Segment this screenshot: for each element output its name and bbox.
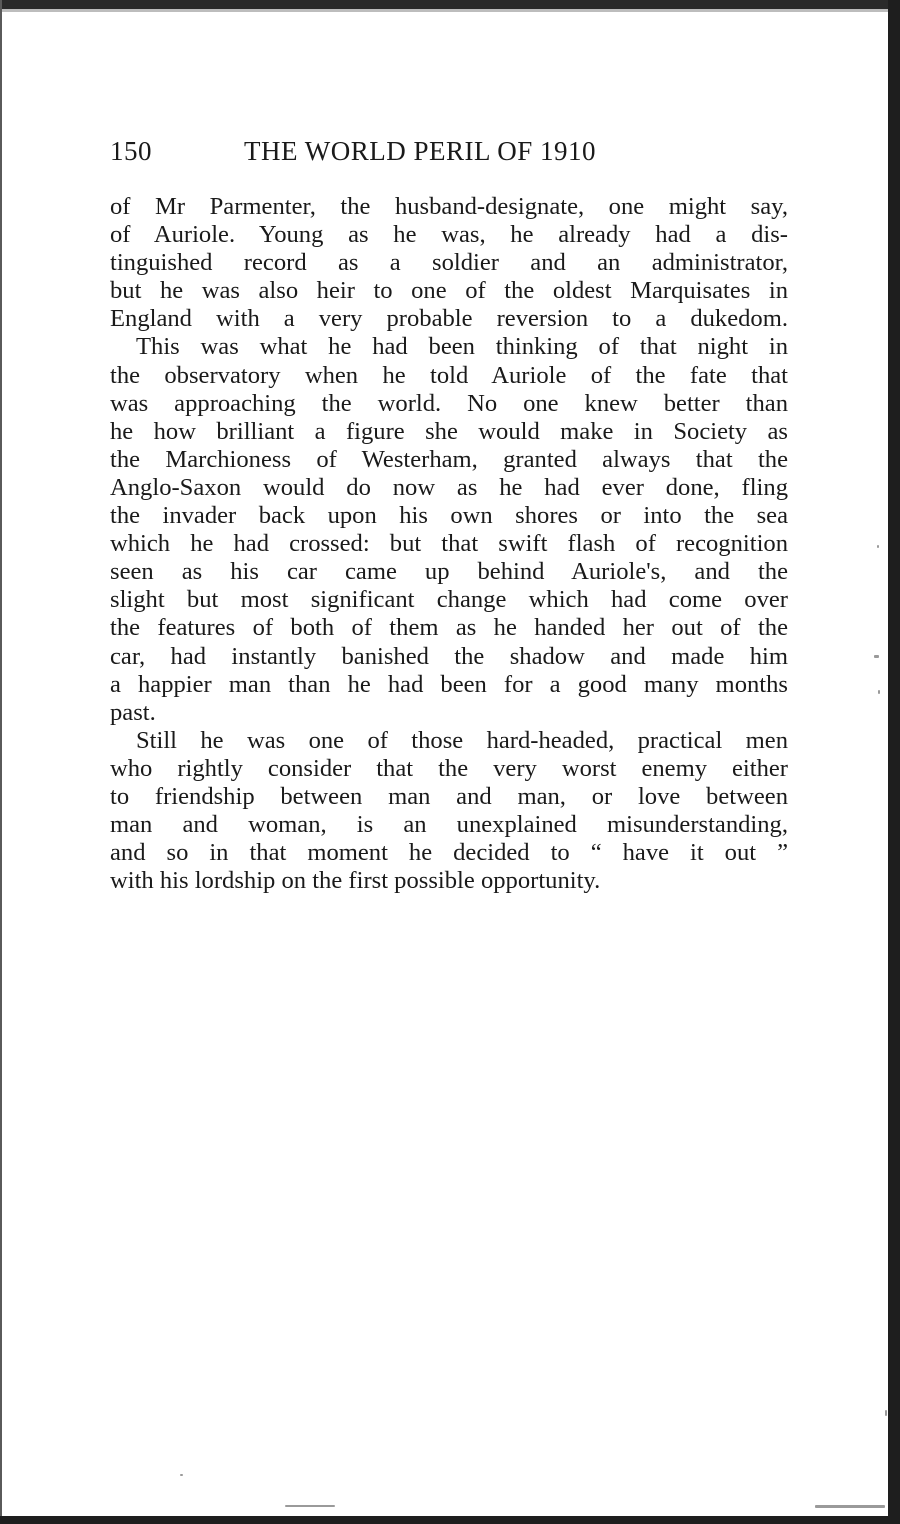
- text-line: with his lordship on the first possible opportunity.: [110, 867, 601, 895]
- text-line: of Auriole. Young as he was, he already had a dis-: [110, 221, 788, 249]
- page-number: 150: [110, 136, 152, 166]
- scan-border-top: [0, 0, 900, 9]
- running-head: [110, 136, 790, 172]
- text-line: Still he was one of those hard-headed, practical men: [136, 726, 788, 754]
- text-line: This was what he had been thinking of that night in: [136, 333, 788, 361]
- text-line: the observatory when he told Auriole of the fate that: [110, 361, 788, 389]
- scan-speck: [877, 545, 879, 548]
- paragraph: [110, 333, 788, 726]
- text-line: tinguished record as a soldier and an administrator,: [110, 249, 788, 277]
- text-line: to friendship between man and man, or love between: [110, 782, 788, 810]
- text-line: slight but most significant change which had come over: [110, 586, 788, 614]
- paragraph: [110, 193, 788, 333]
- paragraph: [110, 727, 788, 896]
- text-line: he how brilliant a figure she would make in Society as: [110, 417, 788, 445]
- body-text: [110, 193, 788, 895]
- text-line: a happier man than he had been for a good many months: [110, 670, 788, 698]
- text-line: but he was also heir to one of the oldest Marquisates in: [110, 277, 788, 305]
- text-line: the invader back upon his own shores or into the sea: [110, 502, 788, 530]
- text-line: England with a very probable reversion to a dukedom.: [110, 305, 788, 333]
- scan-speck: [878, 690, 880, 694]
- scan-speck: [815, 1505, 885, 1508]
- text-line: was approaching the world. No one knew better than: [110, 389, 788, 417]
- scan-speck: [885, 1410, 887, 1416]
- text-line: man and woman, is an unexplained misunderstanding,: [110, 811, 788, 839]
- text-line: the features of both of them as he handed her out of the: [110, 614, 788, 642]
- text-line: which he had crossed: but that swift flash of recognition: [110, 530, 788, 558]
- text-line: Anglo-Saxon would do now as he had ever done, fling: [110, 473, 788, 501]
- text-line: seen as his car came up behind Auriole's, and the: [110, 558, 788, 586]
- text-line: who rightly consider that the very worst enemy either: [110, 754, 788, 782]
- scan-speck: [285, 1505, 335, 1507]
- text-line: car, had instantly banished the shadow and made him: [110, 642, 788, 670]
- text-line: of Mr Parmenter, the husband-designate, one might say,: [110, 193, 788, 220]
- scan-speck: [874, 655, 879, 658]
- scan-border-right: [888, 0, 900, 1524]
- text-line: the Marchioness of Westerham, granted always that the: [110, 445, 788, 473]
- scan-border-bottom: [0, 1516, 900, 1524]
- scan-speck: [180, 1474, 183, 1476]
- book-title: THE WORLD PERIL OF 1910: [244, 136, 596, 166]
- text-line: past.: [110, 698, 156, 726]
- scan-border-top-shadow: [0, 9, 900, 12]
- text-line: and so in that moment he decided to “ have it out ”: [110, 839, 788, 867]
- scan-border-left: [0, 0, 2, 1524]
